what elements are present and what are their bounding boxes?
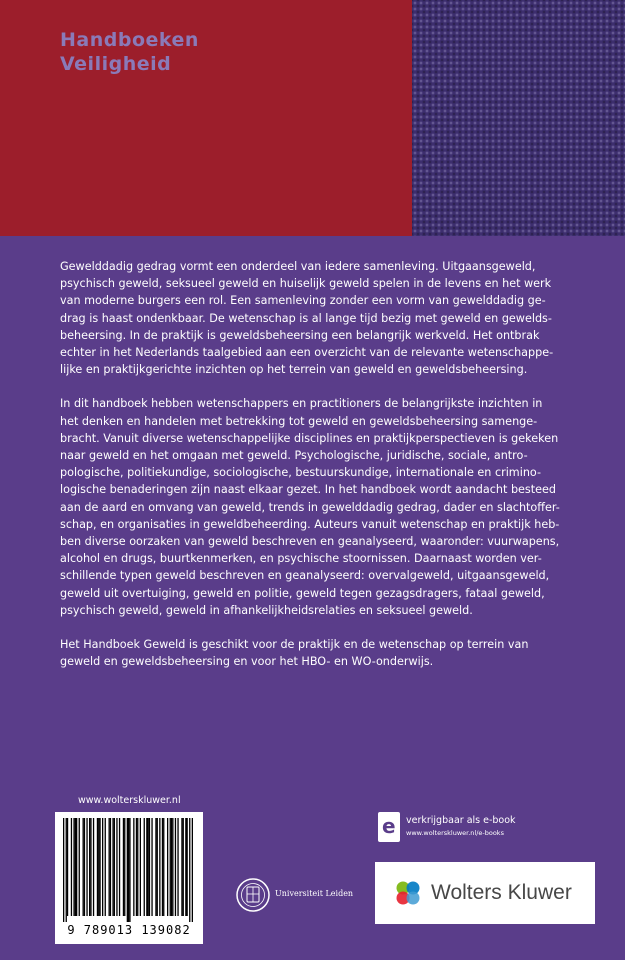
barcode-bar	[136, 818, 137, 916]
barcode-bar	[93, 818, 94, 916]
ebook-url: www.wolterskluwer.nl/e-books	[406, 829, 504, 837]
barcode-bar	[162, 818, 163, 916]
publisher-name: Wolters Kluwer	[431, 881, 572, 904]
barcode-bar	[63, 818, 64, 922]
barcode-bar	[137, 818, 138, 916]
series-title	[60, 28, 199, 76]
barcode-bar	[151, 818, 152, 916]
university-seal-icon	[236, 878, 270, 912]
barcode-bar	[66, 818, 67, 922]
barcode-bar	[133, 818, 134, 916]
barcode-bar	[170, 818, 171, 916]
barcode-bar	[67, 818, 68, 916]
barcode-bar	[172, 818, 173, 916]
barcode-bar	[119, 818, 120, 916]
barcode-bar	[181, 818, 182, 916]
barcode-bar	[75, 818, 76, 916]
barcode-bar	[146, 818, 147, 916]
barcode-bar	[140, 818, 141, 916]
barcode-bar	[89, 818, 90, 916]
barcode-bar	[187, 818, 188, 916]
barcode-bar	[185, 818, 186, 916]
publisher-logo	[375, 862, 595, 924]
ebook-label: verkrijgbaar als e-book	[406, 815, 516, 826]
barcode	[55, 812, 203, 944]
barcode-bar	[109, 818, 110, 916]
barcode-bar	[73, 818, 74, 916]
barcode-bars	[63, 818, 195, 922]
barcode-bar	[76, 818, 77, 916]
patterned-header-band	[412, 0, 625, 236]
barcode-bar	[189, 818, 190, 922]
barcode-bar	[128, 818, 129, 922]
barcode-bar	[71, 818, 72, 916]
barcode-bar	[79, 818, 80, 916]
barcode-bar	[83, 818, 84, 916]
blurb-text	[60, 258, 578, 687]
barcode-bar	[102, 818, 103, 916]
barcode-bar	[97, 818, 98, 916]
barcode-bar	[116, 818, 117, 916]
barcode-bar	[112, 818, 113, 916]
barcode-bar	[84, 818, 85, 916]
barcode-bar	[192, 818, 193, 922]
barcode-bar	[123, 818, 124, 916]
barcode-bar	[159, 818, 160, 916]
barcode-bar	[127, 818, 128, 922]
barcode-bar	[175, 818, 176, 916]
barcode-bar	[124, 818, 125, 916]
barcode-bar	[155, 818, 156, 916]
university-name: Universiteit Leiden	[275, 889, 354, 898]
blurb-paragraph-2: In dit handboek hebben wetenschappers en practitioners de belangrijkste inzichten in het denken en handelen met betrekking tot geweld en geweldsbeheersing samenge- bracht. Vanuit diverse wetenschappelijke disciplines en praktijkperspectieven is gekeken naar geweld en het omgaan met geweld. Psychologische, juridische, sociale, antro- pologische, politiekundige, sociologische, bestuurskundige, internationale en crimino- logische benaderingen zijn naast elkaar gezet. In het handboek wordt aandacht besteed aan de aard en omvang van geweld, trends in gewelddadig gedrag, dader en slachtoffer- schap, en organisaties in geweldbeheerding. Auteurs vanuit wetenschap en praktijk heb- ben diverse oorzaken van geweld beschreven en geanalyseerd, waaronder: vuurwapens, alcohol en drugs, buurtkenmerken, en psychische stoornissen. Daarnaast worden ver- schillende typen geweld beschreven en geanalyseerd: overvalgeweld, uitgaansgeweld, geweld uit overtuiging, geweld en politie, geweld tegen gezagsdragers, fataal geweld, psychisch geweld, geweld in afhankelijkheidsrelaties en seksueel geweld.	[60, 397, 560, 617]
barcode-bar	[86, 818, 87, 916]
barcode-bar	[163, 818, 164, 916]
series-title-line2: Veiligheid	[60, 53, 172, 75]
barcode-bar	[98, 818, 99, 916]
barcode-bar	[105, 818, 106, 916]
ebook-icon-letter: e	[382, 814, 396, 838]
series-title-line1: Handboeken	[60, 29, 199, 51]
wolters-kluwer-logo-icon	[393, 878, 423, 908]
barcode-bar	[171, 818, 172, 916]
barcode-bar	[148, 818, 149, 916]
barcode-bar	[177, 818, 178, 916]
barcode-bar	[167, 818, 168, 916]
barcode-bar	[110, 818, 111, 916]
barcode-bar	[183, 818, 184, 916]
blurb-paragraph-3: Het Handboek Geweld is geschikt voor de praktijk en de wetenschap op terrein van geweld en geweldsbeheersing en voor het HBO- en WO-onderwijs.	[60, 638, 529, 669]
barcode-bar	[129, 818, 130, 922]
blurb-paragraph-1: Gewelddadig gedrag vormt een onderdeel van iedere samenleving. Uitgaansgeweld, psychisch geweld, seksueel geweld en huiselijk geweld spelen in de levens en het werk van moderne burgers een rol. Een samenleving zonder een vorm van gewelddadig ge- drag is haast ondenkbaar. De wetenschap is al lange tijd bezig met geweld en gewelds- beheersing. In de praktijk is geweldsbeheersing een belangrijk werkveld. Het ontbrak echter in het Nederlands taalgebied aan een overzicht van de relevante wetenschappe- lijke en praktijkgerichte inzichten op het terrein van geweld en geweldsbeheersing.	[60, 260, 554, 377]
barcode-bar	[149, 818, 150, 916]
publisher-website: www.wolterskluwer.nl	[78, 795, 181, 806]
ebook-icon	[378, 812, 400, 842]
barcode-bar	[114, 818, 115, 916]
barcode-bar	[99, 818, 100, 916]
barcode-bar	[90, 818, 91, 916]
barcode-bar	[144, 818, 145, 916]
isbn-number: 9 789013 139082	[67, 923, 191, 937]
barcode-bar	[157, 818, 158, 916]
